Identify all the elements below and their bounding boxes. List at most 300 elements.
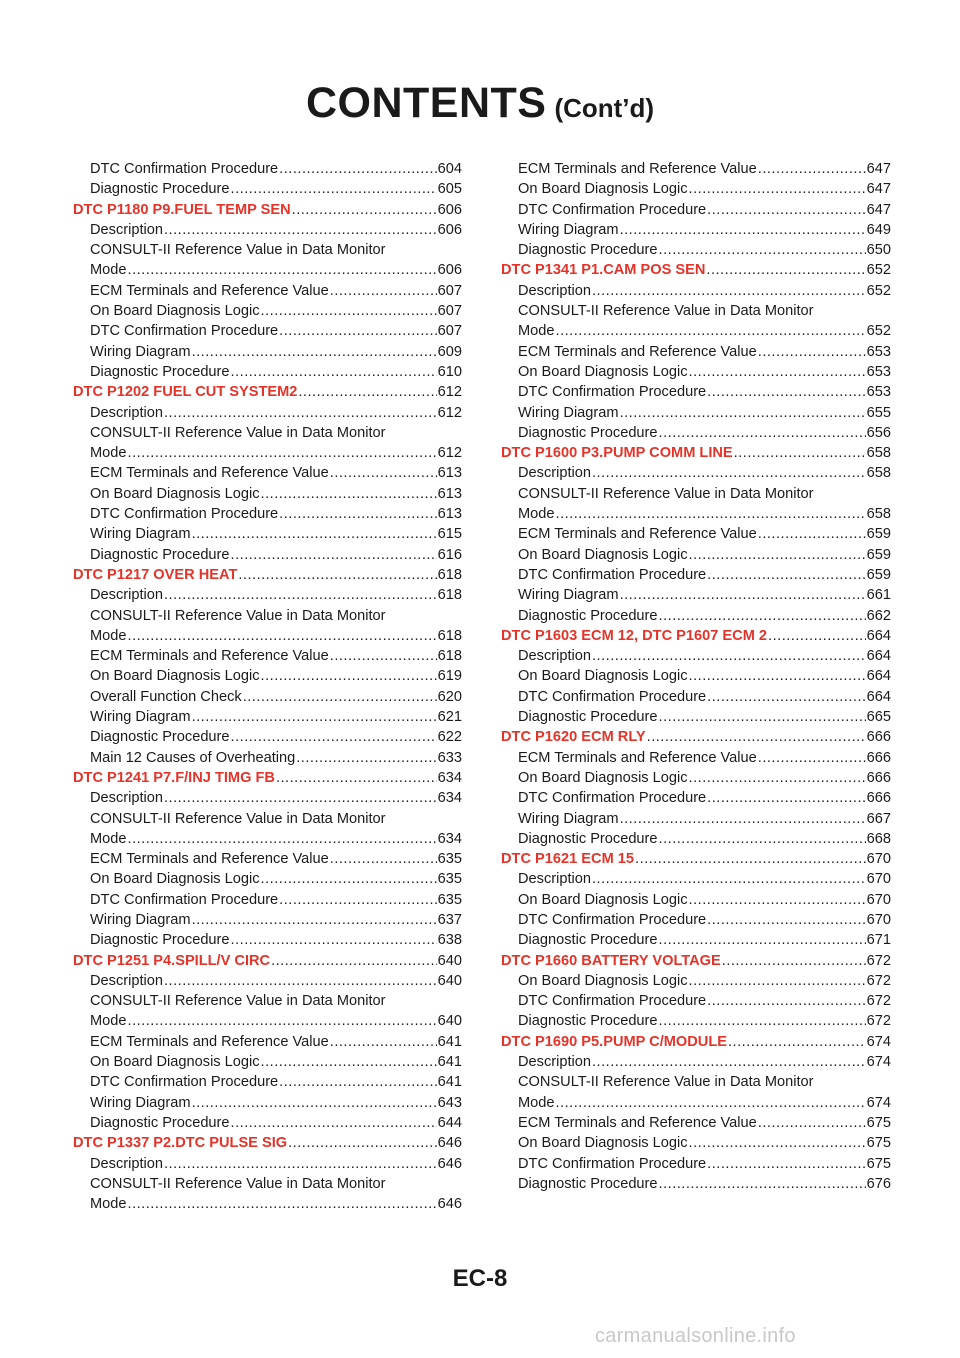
toc-dot-leader [330,463,437,483]
toc-dot-leader [768,626,866,646]
toc-entry[interactable] [501,1133,891,1153]
toc-entry[interactable] [501,930,891,950]
toc-page-number: 618 [437,566,462,583]
toc-entry-label: On Board Diagnosis Logic [90,668,260,685]
toc-dot-leader [128,1194,437,1214]
toc-page-number: 672 [866,1013,891,1030]
toc-dot-leader [689,179,866,199]
toc-dot-leader [164,585,437,605]
toc-page-number: 618 [437,627,462,644]
toc-entry-label: DTC P1603 ECM 12, DTC P1607 ECM 2 [501,627,768,644]
toc-page-number: 653 [866,343,891,360]
toc-page-number: 616 [437,546,462,563]
toc-entry[interactable] [73,971,462,991]
toc-entry-label: DTC Confirmation Procedure [518,790,707,807]
toc-entry[interactable] [501,1093,891,1113]
toc-dot-leader [758,342,866,362]
toc-entry-label: Wiring Diagram [90,709,191,726]
toc-entry[interactable] [501,1011,891,1031]
toc-entry[interactable] [73,748,462,768]
toc-entry-label: On Board Diagnosis Logic [518,181,688,198]
toc-dot-leader [659,707,866,727]
toc-entry[interactable] [73,910,462,930]
toc-entry-label: ECM Terminals and Reference Value [518,526,757,543]
toc-entry[interactable] [501,200,891,220]
toc-page-number: 658 [866,465,891,482]
toc-page-number: 647 [866,181,891,198]
toc-entry[interactable] [73,991,462,1011]
toc-entry-label: On Board Diagnosis Logic [518,363,688,380]
toc-entry[interactable] [501,606,891,626]
toc-page-number: 666 [866,729,891,746]
toc-page-number: 620 [437,688,462,705]
toc-entry-label: ECM Terminals and Reference Value [90,648,329,665]
toc-page-number: 607 [437,282,462,299]
toc-dot-leader [128,829,437,849]
toc-dot-leader [243,687,437,707]
toc-entry-label: CONSULT-II Reference Value in Data Monitor [90,810,386,827]
toc-entry[interactable] [73,727,462,747]
toc-entry[interactable] [73,687,462,707]
toc-entry-label: Diagnostic Procedure [518,607,658,624]
toc-section-heading[interactable] [501,727,891,747]
toc-entry[interactable] [501,159,891,179]
toc-entry[interactable] [501,524,891,544]
toc-entry-label: DTC P1337 P2.DTC PULSE SIG [73,1135,288,1152]
toc-dot-leader [330,281,437,301]
toc-dot-leader [192,524,437,544]
toc-entry-label: Description [518,282,591,299]
toc-section-heading[interactable] [501,260,891,280]
toc-entry[interactable] [73,524,462,544]
toc-entry-label: DTC P1341 P1.CAM POS SEN [501,262,706,279]
toc-entry[interactable] [501,484,891,504]
toc-page-number: 613 [437,506,462,523]
toc-entry-label: DTC P1690 P5.PUMP C/MODULE [501,1033,727,1050]
toc-dot-leader [758,748,866,768]
toc-entry[interactable] [73,869,462,889]
toc-entry[interactable] [73,443,462,463]
toc-entry[interactable] [501,1052,891,1072]
toc-entry[interactable] [501,687,891,707]
toc-dot-leader [592,869,866,889]
toc-entry[interactable] [501,179,891,199]
toc-dot-leader [231,930,437,950]
toc-entry[interactable] [73,646,462,666]
toc-section-heading[interactable] [501,849,891,869]
toc-entry[interactable] [501,1154,891,1174]
toc-dot-leader [192,707,437,727]
toc-entry[interactable] [501,362,891,382]
toc-entry[interactable] [501,545,891,565]
toc-entry-label: Description [90,1155,163,1172]
toc-page-number: 650 [866,242,891,259]
toc-entry-label: Diagnostic Procedure [90,546,230,563]
toc-entry-label: On Board Diagnosis Logic [518,769,688,786]
toc-page-number: 615 [437,526,462,543]
toc-entry[interactable] [73,342,462,362]
toc-dot-leader [707,565,865,585]
toc-entry-label: Description [518,648,591,665]
toc-dot-leader [556,321,866,341]
toc-page-number: 609 [437,343,462,360]
toc-entry[interactable] [73,809,462,829]
toc-page-number: 666 [866,769,891,786]
toc-entry-label: Mode [90,1013,127,1030]
toc-page-number: 621 [437,709,462,726]
toc-section-heading[interactable] [73,951,462,971]
toc-entry-label: Wiring Diagram [518,404,619,421]
toc-entry[interactable] [501,869,891,889]
toc-dot-leader [707,991,865,1011]
toc-page-number: 638 [437,932,462,949]
toc-entry-label: On Board Diagnosis Logic [90,485,260,502]
toc-page-number: 672 [866,972,891,989]
toc-entry[interactable] [73,281,462,301]
toc-entry-label: Mode [90,627,127,644]
toc-entry[interactable] [501,1072,891,1092]
toc-section-heading[interactable] [73,200,462,220]
toc-entry[interactable] [73,788,462,808]
toc-entry[interactable] [73,159,462,179]
toc-page-number: 664 [866,648,891,665]
toc-entry[interactable] [73,1174,462,1194]
toc-entry-label: ECM Terminals and Reference Value [518,161,757,177]
toc-dot-leader [689,890,866,910]
toc-entry[interactable] [73,484,462,504]
toc-entry[interactable] [501,666,891,686]
toc-entry[interactable] [73,463,462,483]
toc-entry-label: Description [90,221,163,238]
toc-entry[interactable] [73,849,462,869]
toc-entry-label: Diagnostic Procedure [90,729,230,746]
toc-dot-leader [556,504,866,524]
toc-dot-leader [722,951,866,971]
toc-entry-label: Mode [90,830,127,847]
toc-dot-leader [620,403,866,423]
toc-entry-label: CONSULT-II Reference Value in Data Monitor [90,1175,386,1192]
toc-page-number: 658 [866,506,891,523]
toc-entry[interactable] [501,971,891,991]
toc-dot-leader [330,1032,437,1052]
toc-entry-label: CONSULT-II Reference Value in Data Monitor [518,1074,814,1091]
toc-entry-label: Diagnostic Procedure [518,424,658,441]
toc-page-number: 675 [866,1155,891,1172]
toc-page-number: 674 [866,1033,891,1050]
toc-dot-leader [728,1032,866,1052]
toc-entry[interactable] [73,1072,462,1092]
toc-entry[interactable] [73,585,462,605]
toc-dot-leader [128,626,437,646]
toc-entry[interactable] [501,403,891,423]
toc-dot-leader [261,301,437,321]
toc-entry[interactable] [501,1113,891,1133]
toc-entry-label: Description [90,587,163,604]
toc-page-number: 652 [866,282,891,299]
toc-dot-leader [192,910,437,930]
toc-entry[interactable] [501,1174,891,1194]
toc-entry-label: Wiring Diagram [518,810,619,827]
toc-entry-label: Description [518,871,591,888]
toc-dot-leader [192,342,437,362]
toc-entry-label: CONSULT-II Reference Value in Data Monitor [90,993,386,1010]
toc-dot-leader [261,1052,437,1072]
toc-section-heading[interactable] [501,951,891,971]
toc-entry[interactable] [73,606,462,626]
toc-entry[interactable] [73,1011,462,1031]
toc-entry[interactable] [501,382,891,402]
toc-page-number: 659 [866,546,891,563]
toc-dot-leader [659,240,866,260]
toc-entry-label: On Board Diagnosis Logic [90,1054,260,1071]
toc-entry[interactable] [501,748,891,768]
toc-entry-label: Main 12 Causes of Overheating [90,749,296,766]
toc-entry-label: CONSULT-II Reference Value in Data Monitor [90,242,386,259]
toc-page-number: 649 [866,221,891,238]
toc-entry-label: DTC Confirmation Procedure [518,566,707,583]
toc-entry-label: DTC Confirmation Procedure [518,688,707,705]
toc-entry-label: Mode [518,1094,555,1111]
toc-page-number: 653 [866,363,891,380]
toc-entry-label: Description [518,1054,591,1071]
toc-page-number: 674 [866,1094,891,1111]
toc-dot-leader [707,788,865,808]
toc-entry-label: Wiring Diagram [90,343,191,360]
toc-entry[interactable] [501,281,891,301]
toc-page-number: 613 [437,465,462,482]
toc-page-number: 607 [437,303,462,320]
toc-entry[interactable] [501,809,891,829]
toc-entry-label: DTC Confirmation Procedure [518,993,707,1010]
toc-dot-leader [734,443,866,463]
toc-page-number: 661 [866,587,891,604]
toc-entry[interactable] [501,565,891,585]
toc-entry[interactable] [73,1032,462,1052]
toc-dot-leader [689,666,866,686]
toc-page-number: 606 [437,201,462,218]
toc-dot-leader [707,687,865,707]
toc-entry[interactable] [501,707,891,727]
toc-dot-leader [330,646,437,666]
toc-entry-label: DTC Confirmation Procedure [518,911,707,928]
toc-entry-label: Description [90,404,163,421]
toc-dot-leader [296,748,436,768]
toc-dot-leader [689,1133,866,1153]
toc-page-number: 676 [866,1175,891,1192]
page-title-continued: (Cont’d) [554,93,655,123]
toc-entry[interactable] [73,179,462,199]
page-number: EC-8 [452,1265,508,1292]
toc-entry[interactable] [73,930,462,950]
toc-page-number: 666 [866,749,891,766]
toc-page-number: 659 [866,566,891,583]
toc-dot-leader [231,1113,437,1133]
toc-page-number: 634 [437,790,462,807]
toc-entry-label: Description [518,465,591,482]
toc-entry-label: DTC P1600 P3.PUMP COMM LINE [501,445,733,462]
toc-dot-leader [620,220,866,240]
toc-dot-leader [592,1052,866,1072]
toc-entry-label: ECM Terminals and Reference Value [90,282,329,299]
toc-entry[interactable] [501,788,891,808]
toc-entry[interactable] [73,1154,462,1174]
toc-section-heading[interactable] [501,443,891,463]
toc-entry-label: Diagnostic Procedure [518,1175,658,1192]
toc-dot-leader [292,200,437,220]
toc-section-heading[interactable] [501,626,891,646]
toc-entry-label: DTC P1217 OVER HEAT [73,566,238,583]
toc-page-number: 644 [437,1114,462,1131]
toc-entry[interactable] [501,991,891,1011]
toc-dot-leader [659,1174,866,1194]
toc-entry[interactable] [501,890,891,910]
toc-entry[interactable] [73,423,462,443]
toc-dot-leader [128,260,437,280]
toc-page-number: 670 [866,851,891,868]
toc-entry[interactable] [73,890,462,910]
toc-entry[interactable] [501,829,891,849]
toc-entry-label: Mode [518,506,555,523]
toc-dot-leader [635,849,866,869]
toc-dot-leader [707,1154,865,1174]
toc-entry-label: DTC P1202 FUEL CUT SYSTEM2 [73,384,298,401]
toc-page-number: 653 [866,384,891,401]
toc-entry-label: Diagnostic Procedure [518,830,658,847]
toc-entry[interactable] [501,646,891,666]
toc-entry-label: Diagnostic Procedure [90,181,230,198]
toc-entry-label: On Board Diagnosis Logic [518,891,688,908]
toc-dot-leader [279,321,436,341]
toc-page-number: 667 [866,810,891,827]
toc-dot-leader [164,1154,437,1174]
watermark: carmanualsonline.info [595,1325,796,1347]
toc-dot-leader [647,727,866,747]
toc-page-number: 612 [437,404,462,421]
toc-page-number: 635 [437,851,462,868]
toc-section-heading[interactable] [73,565,462,585]
toc-entry[interactable] [73,260,462,280]
toc-page-number: 606 [437,262,462,279]
toc-entry[interactable] [73,707,462,727]
toc-page-number: 622 [437,729,462,746]
toc-dot-leader [261,666,437,686]
toc-entry[interactable] [73,1194,462,1214]
toc-column-right [501,159,891,1194]
toc-dot-leader [164,788,437,808]
toc-section-heading[interactable] [73,382,462,402]
toc-entry-label: On Board Diagnosis Logic [518,668,688,685]
toc-entry[interactable] [501,463,891,483]
toc-page-number: 618 [437,587,462,604]
toc-page-number: 604 [437,161,462,177]
toc-dot-leader [707,910,865,930]
toc-entry-label: DTC P1660 BATTERY VOLTAGE [501,952,721,969]
toc-page-number: 666 [866,790,891,807]
toc-entry[interactable] [501,504,891,524]
toc-page-number: 606 [437,221,462,238]
toc-entry-label: DTC Confirmation Procedure [90,891,279,908]
toc-entry-label: Description [90,790,163,807]
toc-entry[interactable] [73,504,462,524]
toc-section-heading[interactable] [501,1032,891,1052]
toc-section-heading[interactable] [73,1133,462,1153]
toc-entry-label: Diagnostic Procedure [518,242,658,259]
toc-dot-leader [271,951,437,971]
toc-page-number: 664 [866,688,891,705]
toc-entry[interactable] [73,321,462,341]
toc-entry[interactable] [501,585,891,605]
toc-entry[interactable] [73,362,462,382]
toc-page-number: 662 [866,607,891,624]
toc-entry-label: DTC Confirmation Procedure [518,1155,707,1172]
toc-entry[interactable] [73,301,462,321]
toc-entry[interactable] [73,220,462,240]
toc-entry-label: Mode [518,323,555,340]
toc-entry-label: ECM Terminals and Reference Value [90,465,329,482]
toc-entry[interactable] [501,342,891,362]
toc-page-number: 672 [866,993,891,1010]
toc-page-number: 646 [437,1155,462,1172]
toc-entry[interactable] [501,240,891,260]
toc-dot-leader [689,768,866,788]
toc-entry-label: DTC Confirmation Procedure [90,323,279,340]
toc-entry[interactable] [73,829,462,849]
toc-dot-leader [758,1113,866,1133]
toc-page-number: 675 [866,1114,891,1131]
toc-dot-leader [707,382,865,402]
toc-entry-label: On Board Diagnosis Logic [90,871,260,888]
toc-dot-leader [707,200,865,220]
toc-entry[interactable] [501,321,891,341]
toc-dot-leader [261,484,437,504]
toc-entry[interactable] [501,910,891,930]
toc-page-number: 643 [437,1094,462,1111]
toc-page-number: 659 [866,526,891,543]
toc-entry[interactable] [73,1093,462,1113]
toc-entry[interactable] [73,666,462,686]
toc-entry[interactable] [501,768,891,788]
toc-entry[interactable] [73,545,462,565]
toc-section-heading[interactable] [73,768,462,788]
toc-entry[interactable] [73,240,462,260]
toc-page-number: 640 [437,952,462,969]
toc-dot-leader [261,869,437,889]
toc-dot-leader [689,971,866,991]
toc-entry[interactable] [73,626,462,646]
toc-page-number: 635 [437,891,462,908]
toc-page-number: 668 [866,830,891,847]
toc-page-number: 634 [437,830,462,847]
toc-entry[interactable] [501,301,891,321]
toc-page-number: 672 [866,952,891,969]
toc-page-number: 641 [437,1033,462,1050]
toc-entry[interactable] [501,423,891,443]
toc-dot-leader [164,220,437,240]
toc-entry[interactable] [73,1113,462,1133]
toc-entry[interactable] [73,403,462,423]
toc-entry[interactable] [73,1052,462,1072]
toc-page-number: 656 [866,424,891,441]
toc-entry[interactable] [501,220,891,240]
toc-page-number: 647 [866,201,891,218]
toc-page-number: 655 [866,404,891,421]
toc-dot-leader [192,1093,437,1113]
toc-entry-label: Wiring Diagram [90,911,191,928]
toc-dot-leader [164,403,437,423]
toc-dot-leader [592,281,866,301]
toc-entry-label: ECM Terminals and Reference Value [90,1033,329,1050]
toc-entry-label: Diagnostic Procedure [518,1013,658,1030]
